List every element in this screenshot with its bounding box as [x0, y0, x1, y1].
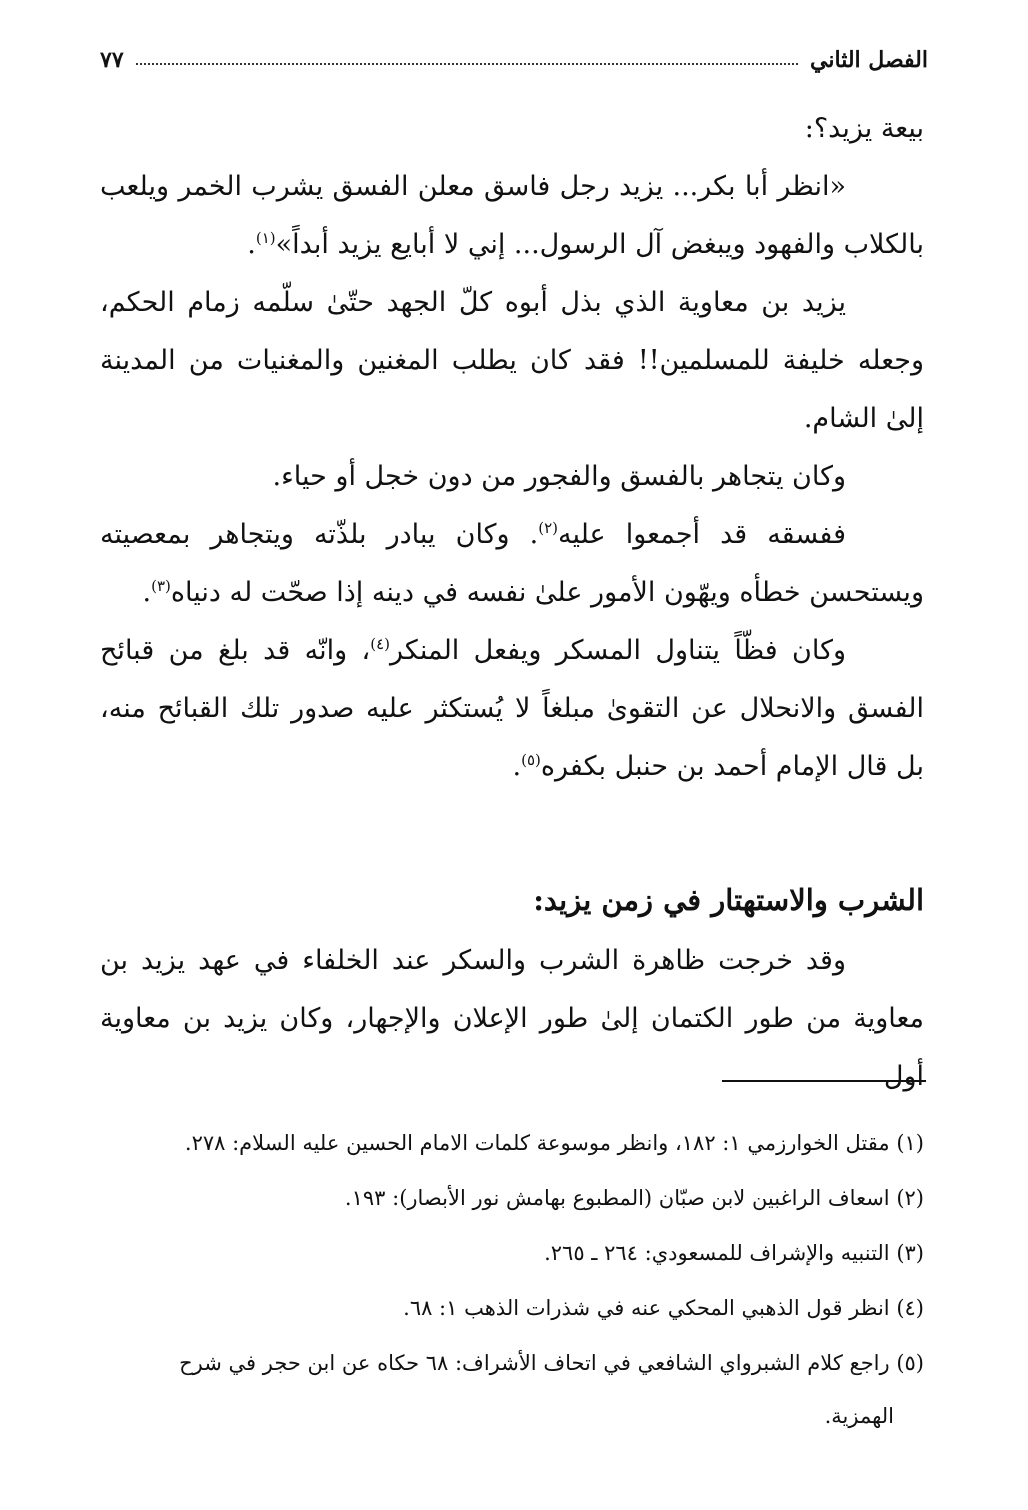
- chapter-title: الفصل الثاني: [810, 47, 928, 73]
- period: .: [512, 751, 522, 782]
- paragraph-6: [100, 622, 924, 796]
- footnote-1: (١) مقتل الخوارزمي ١: ١٨٢، وانظر موسوعة كلمات الامام الحسين عليه السلام: ٢٧٨.: [184, 1131, 924, 1155]
- footnote-ref-4[interactable]: (٤): [370, 635, 391, 653]
- period: .: [142, 577, 152, 608]
- running-header: [100, 40, 928, 80]
- footnote-ref-5[interactable]: (٥): [521, 751, 541, 769]
- footnote-ref-3[interactable]: (٣): [151, 577, 171, 595]
- paragraph-1: بيعة يزيد؟:: [804, 113, 924, 144]
- footnote-ref-2[interactable]: (٢): [538, 519, 558, 537]
- footnote-5-continued: الهمزية.: [824, 1404, 894, 1428]
- text-span: ففسقه قد أجمعوا عليه: [558, 519, 846, 550]
- footnote-separator: [722, 1080, 926, 1082]
- header-leader-dots: [136, 63, 798, 65]
- text-span: وكان فظّاً يتناول المسكر ويفعل المنكر: [390, 635, 846, 666]
- footnote-5: (٥) راجع كلام الشبرواي الشافعي في اتحاف الأشراف: ٦٨ حكاه عن ابن حجر في شرح: [179, 1351, 924, 1375]
- footnote-ref-1[interactable]: (١): [255, 229, 276, 247]
- period: .: [247, 229, 256, 260]
- paragraph-7: وقد خرجت ظاهرة الشرب والسكر عند الخلفاء في عهد يزيد بن معاوية من طور الكتمان إلىٰ طور الإعلان والإجهار، وكان يزيد بن معاوية أول: [100, 945, 924, 1092]
- footnote-3: (٣) التنبيه والإشراف للمسعودي: ٢٦٤ ـ ٢٦٥.: [544, 1241, 924, 1265]
- footnote-2: (٢) اسعاف الراغبين لابن صبّان (المطبوع بهامش نور الأبصار): ١٩٣.: [344, 1186, 924, 1210]
- paragraph-2: [100, 158, 924, 274]
- quote-text: «انظر أبا بكر... يزيد رجل فاسق معلن الفسق يشرب الخمر ويلعب بالكلاب والفهود ويبغض آل الرسول... إني لا أبايع يزيد أبداً»: [100, 171, 924, 260]
- page-number: ٧٧: [100, 47, 124, 73]
- footnotes: [100, 1116, 924, 1441]
- text-span: . وكان يبادر بلذّته ويتجاهر بمعصيته ويستحسن خطأه ويهّون الأمور علىٰ نفسه في دينه إذا صحّت له دنياه: [100, 519, 924, 608]
- text-span: ، وانّه قد بلغ من قبائح الفسق والانحلال عن التقوىٰ مبلغاً لا يُستكثر عليه صدور تلك القبائح منه، بل قال الإمام أحمد بن حنبل بكفره: [100, 635, 924, 782]
- section-heading: الشرب والاستهتار في زمن يزيد:: [533, 883, 924, 917]
- body-text: [100, 100, 924, 1106]
- paragraph-3: يزيد بن معاوية الذي بذل أبوه كلّ الجهد حتّىٰ سلّمه زمام الحكم، وجعله خليفة للمسلمين!! فقد كان يطلب المغنين والمغنيات من المدينة إلىٰ الشام.: [100, 287, 924, 434]
- footnote-4: (٤) انظر قول الذهبي المحكي عنه في شذرات الذهب ١: ٦٨.: [403, 1296, 924, 1320]
- paragraph-5: [100, 506, 924, 622]
- paragraph-4: وكان يتجاهر بالفسق والفجور من دون خجل أو حياء.: [272, 461, 846, 492]
